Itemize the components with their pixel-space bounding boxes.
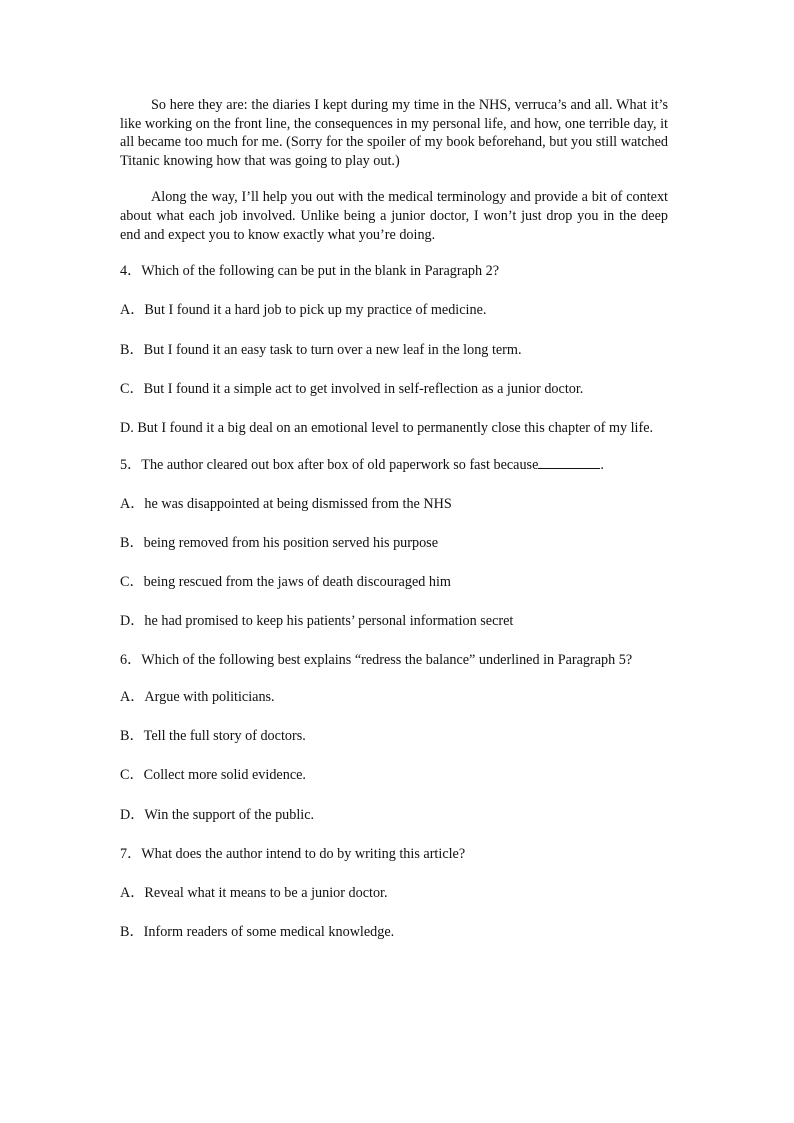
question-6 [120, 651, 668, 824]
option-b: B．But I found it an easy task to turn over a new leaf in the long term. [120, 341, 522, 358]
question-stem-end: . [600, 456, 604, 473]
passage-paragraph: Along the way, I’ll help you out with the medical terminology and provide a bit of context about what each job involved. Unlike being a junior doctor, I won’t just drop you in the deep end and expect you to know exactly what you’re doing. [120, 189, 668, 243]
option-c: C．Collect more solid evidence. [120, 767, 306, 784]
question-stem: 4．Which of the following can be put in the blank in Paragraph 2? [120, 263, 500, 280]
option-c: C．being rescued from the jaws of death discouraged him [120, 574, 451, 591]
question-7 [120, 845, 668, 942]
option-d: D．Win the support of the public. [120, 806, 315, 823]
question-4 [120, 262, 668, 437]
question-stem: 6．Which of the following best explains “redress the balance” underlined in Paragraph 5? [120, 652, 633, 669]
question-stem: 7．What does the author intend to do by writing this article? [120, 845, 466, 862]
option-d: D. But I found it a big deal on an emotional level to permanently close this chapter of my life. [120, 419, 654, 436]
option-a: A．he was disappointed at being dismissed from the NHS [120, 495, 452, 512]
question-stem-text: 5．The author cleared out box after box of old paperwork so fast because [120, 456, 539, 473]
option-a: A．Reveal what it means to be a junior doctor. [120, 884, 388, 901]
option-b: B．Inform readers of some medical knowledge. [120, 924, 395, 941]
passage-paragraph: So here they are: the diaries I kept during my time in the NHS, verruca’s and all. What it’s like working on the front line, the consequences in my personal life, and how, one terrible day, it all became too much for me. (Sorry for the spoiler of my book beforehand, but you still watched Titanic knowing how that was going to play out.) [120, 97, 668, 169]
document-page [120, 96, 668, 962]
option-b: B．Tell the full story of doctors. [120, 728, 306, 745]
option-a: A．But I found it a hard job to pick up my practice of medicine. [120, 302, 487, 319]
question-stem [120, 456, 668, 475]
answer-blank [538, 456, 600, 469]
option-c: C．But I found it a simple act to get involved in self-reflection as a junior doctor. [120, 380, 584, 397]
option-b: B．being removed from his position served his purpose [120, 534, 438, 551]
option-d: D．he had promised to keep his patients’ personal information secret [120, 613, 514, 630]
option-a: A．Argue with politicians. [120, 689, 275, 706]
question-5 [120, 456, 668, 631]
